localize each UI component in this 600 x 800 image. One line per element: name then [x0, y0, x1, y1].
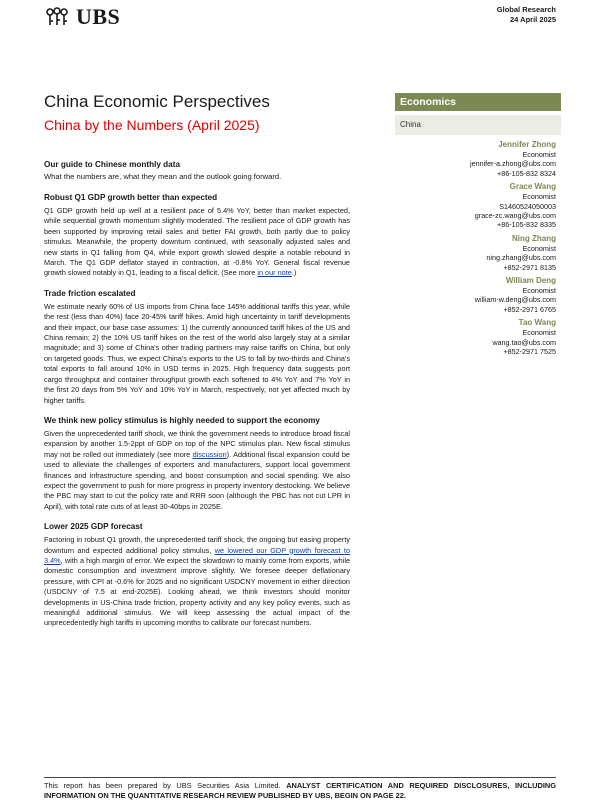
- section-heading: We think new policy stimulus is highly needed to support the economy: [44, 415, 320, 425]
- author-name: Ning Zhang: [512, 233, 556, 243]
- body-text: .): [291, 268, 297, 278]
- author-phone: +852-2971 6765: [503, 304, 556, 314]
- author-name: Tao Wang: [518, 318, 556, 328]
- author-phone: +86-105-832 8324: [497, 168, 556, 178]
- footer-disclosure: ANALYST CERTIFICATION AND REQUIRED DISCLOSURES, INCLUDING INFORMATION ON THE QUANTITATIVE RESEARCH REVIEW PUBLISHED BY UBS, BEGIN ON PAGE 22.: [44, 781, 556, 800]
- page-subtitle: China by the Numbers (April 2025): [44, 117, 260, 133]
- author-name: Jennifer Zhong: [498, 140, 556, 149]
- author-role: Economist: [522, 243, 556, 253]
- author-name: Grace Wang: [509, 182, 556, 192]
- author-role: Economist: [522, 150, 556, 159]
- author-phone: +86-105-832 8335: [497, 220, 556, 230]
- author-phone: +852-2971 7525: [503, 347, 556, 357]
- author-list: [386, 140, 556, 361]
- body-text: Given the unprecedented tariff shock, we think the government needs to introduce broad fiscal expansion by another 1.5-2ppt of GDP on top of the NPC stimulus plan. New fiscal stimulus may not be rolled out immediately (see more: [44, 428, 350, 459]
- author-email[interactable]: william-w.deng@ubs.com: [474, 295, 556, 305]
- body-text: Q1 GDP growth held up well at a resilient pace of 5.4% YoY, better than market expected, while sequential growth momentum slightly moderated. The resilient pace of GDP growth has been supported by improving retail sales and better FAI growth, both partly due to policy stimulus. Meanwhile, the property downturn continued, with seasonally adjusted sales and new starts in Q1 falling from Q4, while export growth slowed despite a notable rebound in March. The Q1 GDP deflator stayed in contraction, at -0.8% YoY. General fiscal revenue growth slowed notably in Q1, leading to a fiscal deficit. (See more: [44, 206, 350, 278]
- logo-text: UBS: [76, 4, 121, 29]
- author-email[interactable]: wang.tao@ubs.com: [492, 337, 556, 347]
- author-name: William Deng: [505, 276, 556, 286]
- page-title: China Economic Perspectives: [44, 92, 270, 111]
- region-label: China: [395, 115, 561, 135]
- discussion-link[interactable]: discussion: [192, 449, 227, 459]
- section-heading: Lower 2025 GDP forecast: [44, 522, 143, 532]
- body-text: , with a high margin of error. We expect the slowdown to mainly come from exports, while domestic consumption and investment improve slightly. We foresee deeper deflationary pressure, with CPI at -0.6% for 2025 and no significant USDCNY movement in either direction (USDCNY of 7.5 at end-2025E). Looking ahead, we think investors should monitor developments in US-China trade friction, property activity and any key policy events, such as meaningful additional stimulus. We will keep assessing the actual impact of the unprecedentedly high tariffs in upcoming months to calibrate our forecast numbers.: [44, 555, 350, 628]
- ubs-logo: [44, 4, 120, 30]
- keys-logo-icon: [44, 7, 70, 27]
- section-body: [44, 206, 350, 279]
- report-date: 24 April 2025: [510, 15, 556, 24]
- author-registration: S1460524050003: [499, 201, 556, 211]
- main-content: [44, 160, 350, 638]
- category-label: Economics: [395, 93, 561, 111]
- author-entry: [386, 276, 556, 314]
- gdp-forecast-link[interactable]: we lowered our GDP growth forecast to 3.4%: [44, 545, 350, 565]
- section-body: [44, 429, 350, 512]
- guide-text: What the numbers are, what they mean and the outlook going forward.: [44, 172, 282, 181]
- header-meta: [497, 5, 556, 25]
- author-entry: [386, 182, 556, 230]
- section-body: [44, 302, 350, 406]
- section-heading: Robust Q1 GDP growth better than expected: [44, 193, 218, 202]
- author-role: Economist: [522, 328, 556, 338]
- body-text: Factoring in robust Q1 growth, the unprecedented tariff shock, the ongoing but easing property downturn and expected additional policy stimulus,: [44, 535, 350, 555]
- disclosure-footer: [44, 777, 556, 800]
- research-unit: Global Research: [496, 5, 556, 14]
- author-email[interactable]: ning.zhang@ubs.com: [486, 253, 556, 263]
- note-link[interactable]: in our note: [257, 268, 292, 278]
- author-role: Economist: [522, 192, 556, 202]
- section-body: [44, 535, 350, 629]
- author-entry: [386, 318, 556, 356]
- author-email[interactable]: grace-zc.wang@ubs.com: [474, 211, 556, 221]
- body-text: ). Additional fiscal expansion could be used to alleviate the challenges of exporters and manufacturers, support local government finances and infrastructure spending, and boost consumption and social spending. We also expect the government to push for more progress in property inventory destocking. We believe the PBC may start to cut the policy rate and RRR soon (although the PBC has not cut LPR in April), with total rate cuts of at least 30-40bps in 2025E.: [44, 449, 350, 511]
- section-heading: Trade friction escalated: [44, 288, 136, 298]
- author-email[interactable]: jennifer-a.zhong@ubs.com: [469, 159, 556, 169]
- author-role: Economist: [522, 286, 556, 296]
- body-text: We estimate nearly 60% of US imports from China face 145% additional tariffs this year, while the rest (less than 40%) face 20-45% tariff hikes. Amid high uncertainty in tariff developments and their impact, our base case assumes: 1) the currently announced tariff hikes of the US and China remain; 2) the 10% US tariff hikes on the rest of the world also largely stay at a similar magnitude; and 3) some of China's other trading partners may raise tariffs on China, but only on targeted goods. Thus, we expect China's exports to the US to fall by two-thirds and China's total exports to fall around 10% in USD terms in 2025. High frequency data suggests port cargo throughput and container throughput growth each softened to 4% YoY and 7% YoY in the first 20 days from 5% YoY and 10% YoY in March, respectively, not yet affected much by higher tariffs.: [44, 301, 350, 405]
- author-entry: [386, 234, 556, 272]
- footer-text: This report has been prepared by UBS Securities Asia Limited.: [44, 781, 281, 790]
- author-entry: [386, 140, 556, 178]
- guide-heading: Our guide to Chinese monthly data: [44, 160, 181, 169]
- author-phone: +852-2971 8135: [503, 262, 556, 272]
